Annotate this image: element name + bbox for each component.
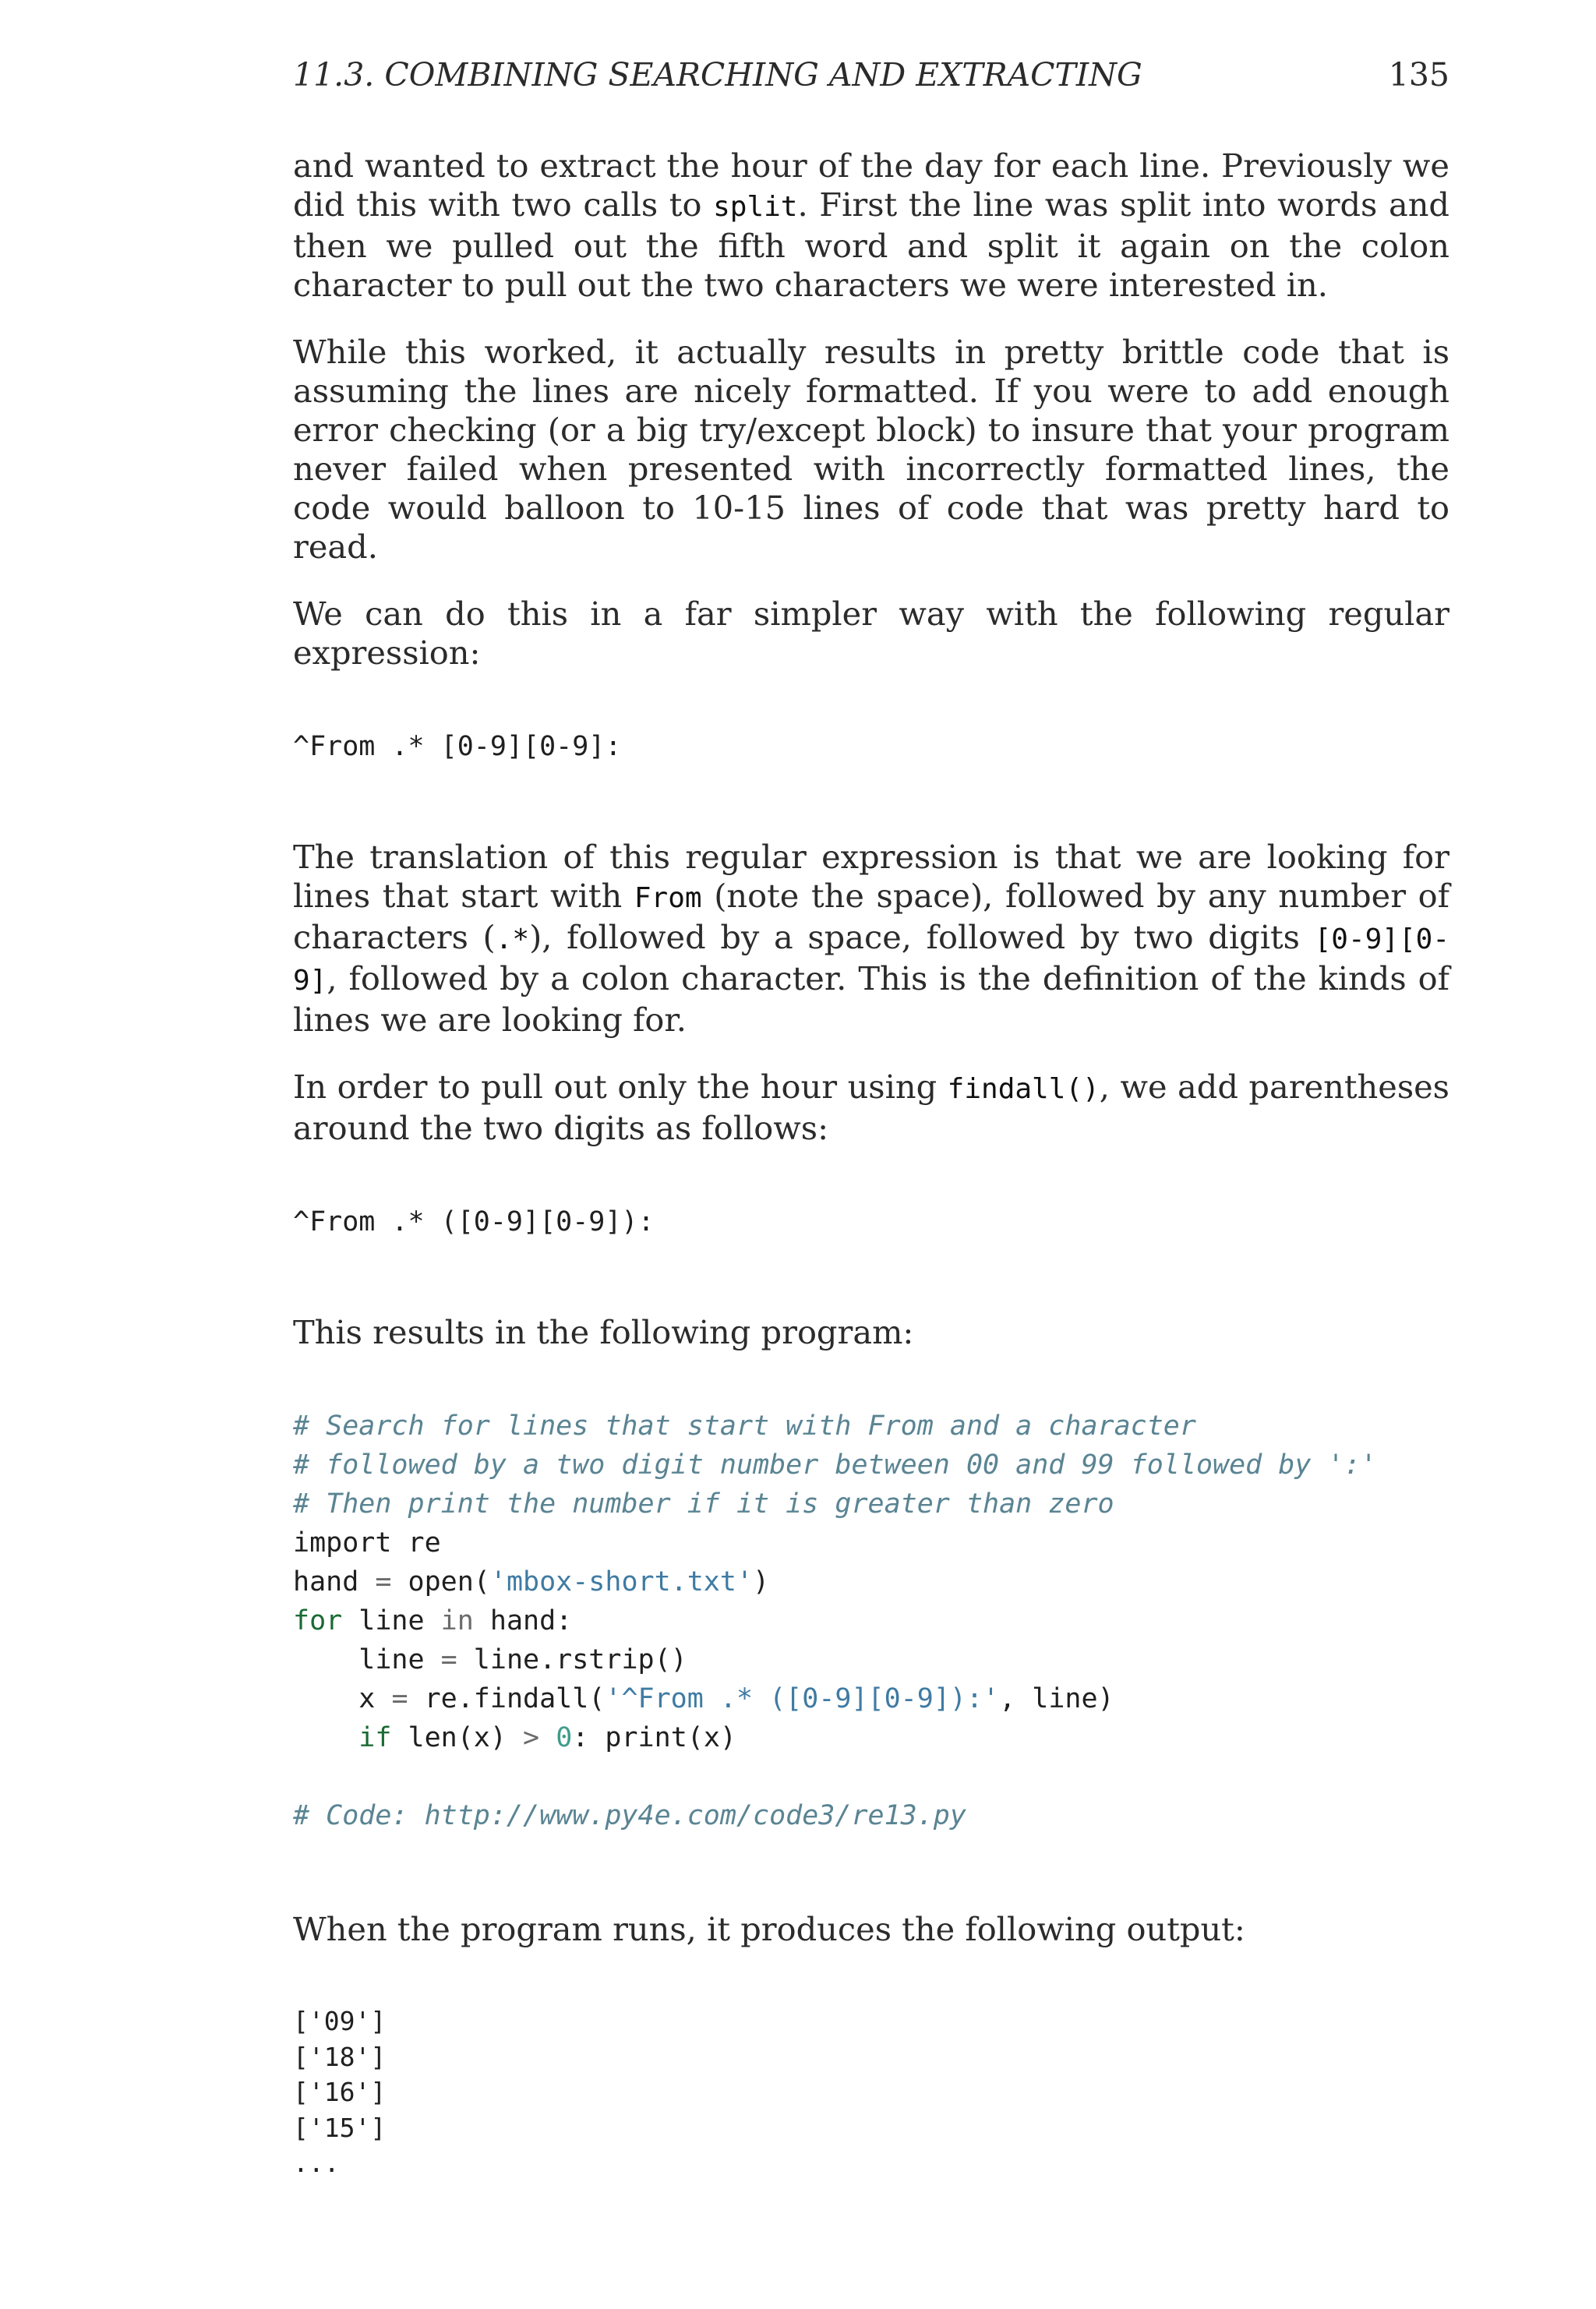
code-text: hand xyxy=(293,1566,376,1598)
code-keyword: for xyxy=(293,1605,343,1636)
code-operator: = xyxy=(391,1683,408,1714)
code-keyword: in xyxy=(440,1605,474,1636)
text-run: , we add parentheses around the two digits as follows: xyxy=(293,1068,1449,1147)
code-text: re xyxy=(391,1527,441,1559)
inline-code-findall: findall() xyxy=(947,1073,1100,1105)
inline-code-digits: [0-9][0-9] xyxy=(293,923,1449,997)
regex-block-1: ^From .* [0-9][0-9]: xyxy=(293,731,622,762)
code-text: ) xyxy=(753,1566,770,1598)
text-run: In order to pull out only the hour using xyxy=(293,1068,948,1106)
inline-code-split: split xyxy=(713,191,798,223)
text-run: The translation of this regular expression is that we are looking for lines that start with xyxy=(293,838,1449,915)
inline-code-from: From xyxy=(634,882,702,914)
page-body xyxy=(293,147,1449,2181)
code-comment: # followed by a two digit number between 00 and 99 followed by ':' xyxy=(293,1449,1377,1481)
running-header xyxy=(293,56,1449,100)
code-text: x xyxy=(293,1683,392,1714)
output-line: ['09'] xyxy=(293,2006,387,2036)
output-line: ['18'] xyxy=(293,2041,387,2072)
paragraph-5 xyxy=(293,1068,1449,1148)
code-string: 'mbox-short.txt' xyxy=(489,1566,754,1598)
section-title: 11.3. COMBINING SEARCHING AND EXTRACTING xyxy=(293,56,1142,94)
code-text: line.rstrip() xyxy=(457,1644,687,1675)
paragraph-1 xyxy=(293,147,1449,305)
paragraph-3: We can do this in a far simpler way with the following regular expression: xyxy=(293,595,1449,672)
code-text: line xyxy=(293,1644,441,1675)
text-run: and wanted to extract the hour of the day for each line. Previously we did this with two calls to xyxy=(293,147,1449,224)
code-comment: # Search for lines that start with From and a character xyxy=(293,1410,1196,1442)
code-text: hand: xyxy=(473,1605,573,1636)
code-text: len(x) xyxy=(391,1722,524,1753)
code-text: : print(x) xyxy=(572,1722,736,1753)
paragraph-7: When the program runs, it produces the following output: xyxy=(293,1910,1245,1948)
regex-block-2: ^From .* ([0-9][0-9]): xyxy=(293,1206,655,1237)
code-operator: = xyxy=(375,1566,392,1598)
text-run: , followed by a colon character. This is the definition of the kinds of lines we are looking for. xyxy=(293,959,1449,1039)
code-operator: = xyxy=(440,1644,457,1675)
page-number: 135 xyxy=(1388,56,1449,94)
code-comment: # Code: http://www.py4e.com/code3/re13.py xyxy=(293,1800,966,1831)
code-string: '^From .* ([0-9][0-9]):' xyxy=(605,1683,1000,1714)
code-listing xyxy=(293,1407,1449,1835)
code-text: open( xyxy=(391,1566,490,1598)
paragraph-6: This results in the following program: xyxy=(293,1313,914,1351)
inline-code-dotstar: .* xyxy=(495,923,530,955)
code-number: 0 xyxy=(556,1722,573,1753)
code-text: , line) xyxy=(999,1683,1114,1714)
code-keyword: import xyxy=(293,1527,392,1559)
text-run: ), followed by a space, followed by two digits xyxy=(529,918,1315,956)
program-output xyxy=(293,2004,1449,2181)
paragraph-4 xyxy=(293,838,1449,1040)
code-operator: > xyxy=(523,1722,540,1753)
code-comment: # Then print the number if it is greater than zero xyxy=(293,1488,1114,1520)
output-line: ['16'] xyxy=(293,2077,387,2107)
output-line: ... xyxy=(293,2148,340,2178)
code-text xyxy=(293,1722,358,1753)
paragraph-2: While this worked, it actually results in pretty brittle code that is assuming the lines are nicely formatted. If you were to add enough error checking (or a big try/except block) to insure that your program never failed when presented with incorrectly formatted lines, the code would balloon to 10-15 lines of code that was pretty hard to read. xyxy=(293,333,1449,566)
code-text: re.findall( xyxy=(408,1683,606,1714)
text-run: (note the space), followed by any number of characters ( xyxy=(293,877,1449,956)
code-text xyxy=(539,1722,556,1753)
code-text: line xyxy=(342,1605,441,1636)
text-run: . First the line was split into words and then we pulled out the fifth word and split it again on the colon character to pull out the two characters we were interested in. xyxy=(293,185,1449,304)
code-keyword: if xyxy=(358,1722,392,1753)
output-line: ['15'] xyxy=(293,2112,387,2143)
